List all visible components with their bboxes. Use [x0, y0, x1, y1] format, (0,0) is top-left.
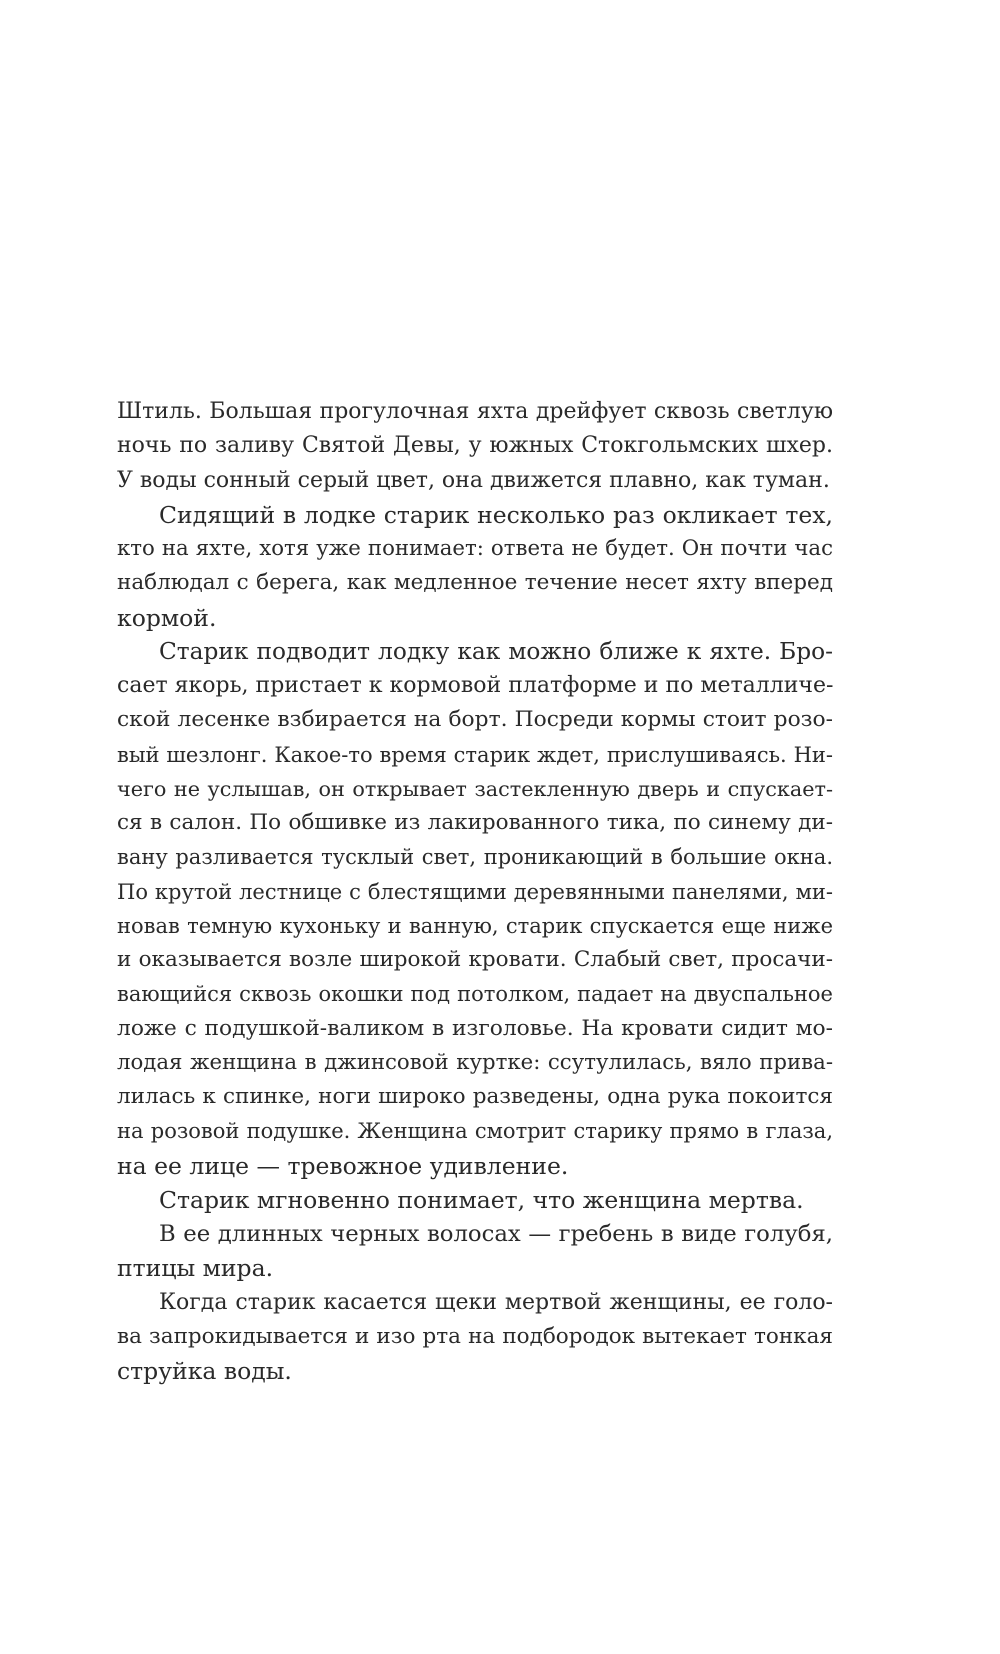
paragraph	[117, 635, 833, 1183]
text-line: ва запрокидывается и изо рта на подбородок вытекает тонкая	[117, 1323, 833, 1349]
text-line: сает якорь, пристает к кормовой платформе и по металличе-	[117, 673, 834, 698]
text-line: кто на яхте, хотя уже понимает: ответа не будет. Он почти час	[117, 536, 833, 561]
text-line: По крутой лестнице с блестящими деревянными панелями, ми-	[117, 879, 833, 904]
text-line: вый шезлонг. Какое-то время старик ждет, прислушиваясь. Ни-	[117, 742, 833, 767]
text-line: новав темную кухоньку и ванную, старик спускается еще ниже	[117, 913, 833, 938]
text-line: чего не услышав, он открывает застекленную дверь и спускает-	[117, 776, 833, 801]
text-line: птицы мира.	[117, 1254, 274, 1283]
text-line: ложе с подушкой-валиком в изголовье. На кровати сидит мо-	[117, 1015, 833, 1041]
text-line: кормой.	[117, 603, 217, 632]
text-line: В ее длинных черных волосах — гребень в виде голубя,	[159, 1221, 833, 1247]
text-line: лодая женщина в джинсовой куртке: ссутулилась, вяло прива-	[117, 1049, 833, 1075]
text-line: Когда старик касается щеки мертвой женщины, ее голо-	[159, 1289, 833, 1315]
paragraph	[117, 498, 833, 635]
text-line: и оказывается возле широкой кровати. Слабый свет, просачи-	[117, 947, 833, 972]
text-line: Штиль. Большая прогулочная яхта дрейфует сквозь светлую	[117, 399, 833, 424]
paragraph	[117, 1217, 833, 1286]
body-text	[117, 395, 833, 1388]
text-line: У воды сонный серый цвет, она движется плавно, как туман.	[117, 467, 830, 493]
text-line: Старик мгновенно понимает, что женщина мертва.	[159, 1185, 804, 1214]
text-line: Старик подводит лодку как можно ближе к яхте. Бро-	[159, 637, 833, 665]
text-line: струйка воды.	[117, 1357, 292, 1385]
text-line: на ее лице — тревожное удивление.	[117, 1151, 569, 1180]
text-line: Сидящий в лодке старик несколько раз окликает тех,	[159, 500, 833, 529]
paragraph	[117, 395, 833, 498]
text-line: лилась к спинке, ноги широко разведены, одна рука покоится	[117, 1084, 833, 1109]
paragraph	[117, 1286, 833, 1389]
text-line: наблюдал с берега, как медленное течение несет яхту вперед	[117, 570, 833, 596]
text-line: ночь по заливу Святой Девы, у южных Стокгольмских шхер.	[117, 433, 833, 459]
paragraph	[117, 1183, 833, 1217]
text-line: вающийся сквозь окошки под потолком, падает на двуспальное	[117, 982, 833, 1007]
text-line: ской лесенке взбирается на борт. Посреди кормы стоит розо-	[117, 707, 833, 733]
text-line: ся в салон. По обшивке из лакированного тика, по синему ди-	[117, 810, 833, 835]
text-line: на розовой подушке. Женщина смотрит старику прямо в глаза,	[117, 1119, 833, 1144]
text-line: вану разливается тусклый свет, проникающий в большие окна.	[117, 845, 833, 870]
